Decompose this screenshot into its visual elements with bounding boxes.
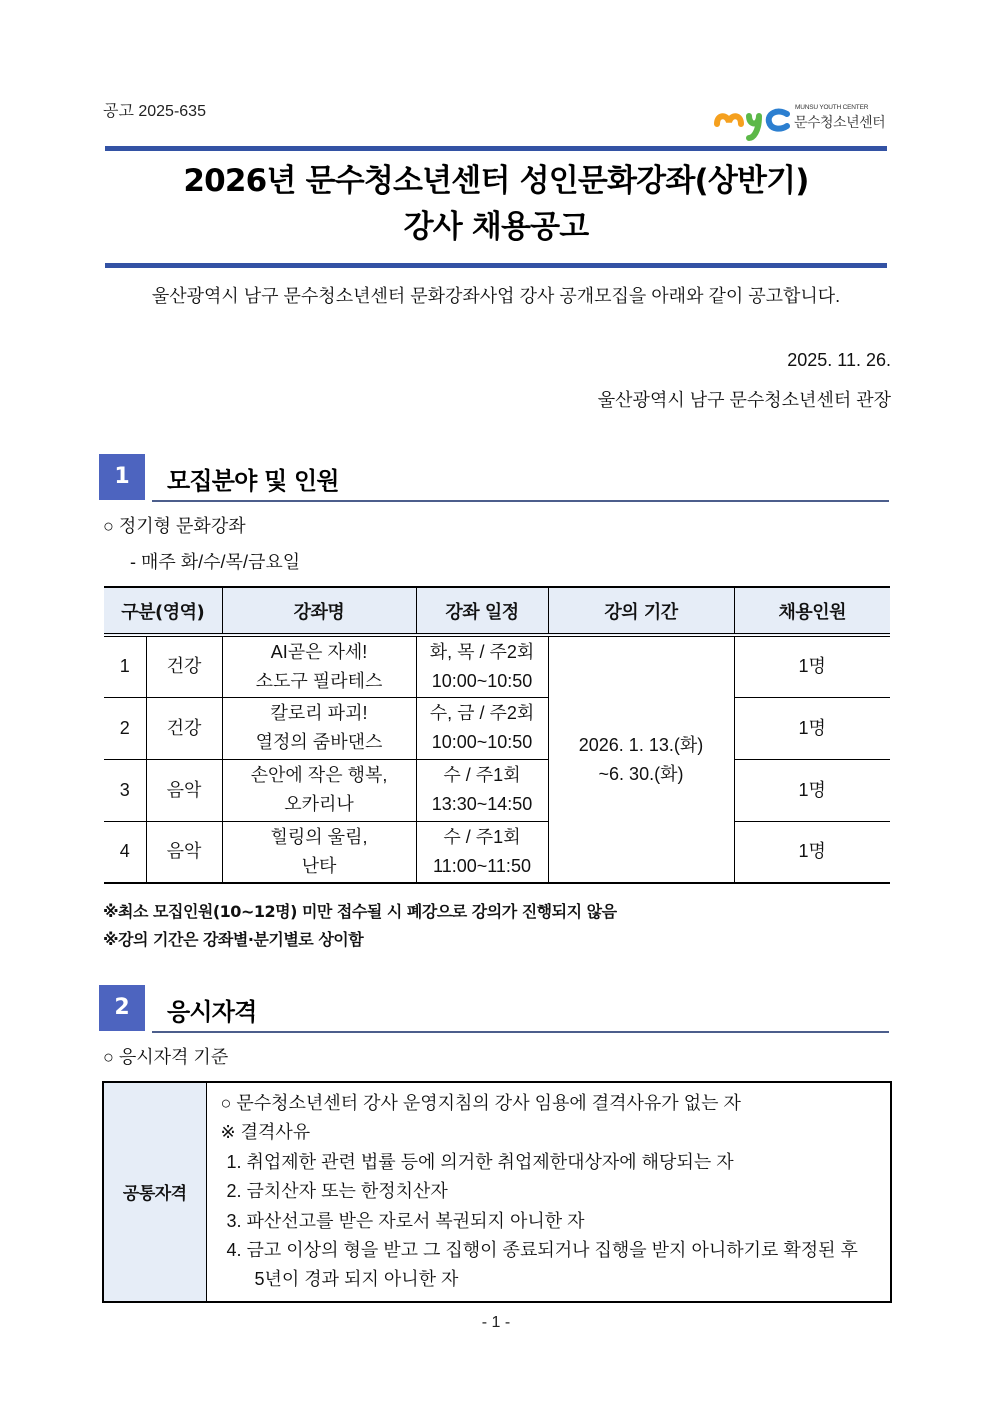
section-1-heading	[99, 454, 889, 500]
page-number: - 1 -	[481, 1314, 511, 1331]
course-schedule	[416, 821, 548, 883]
section-1-sub: - 매주 화/수/목/금요일	[130, 552, 301, 572]
qualification-line: 1. 취업제한 관련 법률 등에 의거한 취업제한대상자에 해당되는 자	[226, 1151, 734, 1172]
table-row	[104, 635, 890, 697]
section-1-notes	[103, 898, 617, 954]
title-line-1: 2026년 문수청소년센터 성인문화강좌(상반기)	[183, 163, 809, 199]
section-underline	[152, 500, 889, 502]
qualification-body	[206, 1082, 891, 1302]
organization-logo	[713, 100, 893, 144]
schedule-days: 수 / 주1회	[443, 826, 521, 847]
course-name	[222, 821, 416, 883]
title-top-rule	[105, 146, 887, 151]
qualification-table	[102, 1081, 892, 1303]
table-header-row	[104, 587, 890, 635]
period-end: ~6. 30.(화)	[598, 763, 684, 784]
section-2-bullet: ○ 응시자격 기준	[103, 1047, 229, 1067]
qualification-line: 2. 금치산자 또는 한정치산자	[226, 1181, 448, 1202]
hire-count: 1명	[734, 697, 890, 759]
section-title: 모집분야 및 인원	[167, 467, 339, 495]
signer: 울산광역시 남구 문수청소년센터 관장	[597, 390, 891, 410]
hire-count: 1명	[734, 759, 890, 821]
page-title	[105, 158, 887, 250]
section-2-heading	[99, 985, 889, 1031]
qualification-line: ○ 문수청소년센터 강사 운영지침의 강사 임용에 결격사유가 없는 자	[220, 1093, 741, 1113]
column-header: 채용인원	[734, 587, 890, 635]
course-schedule	[416, 697, 548, 759]
column-header: 강좌명	[222, 587, 416, 635]
row-area: 건강	[146, 635, 222, 697]
schedule-days: 수, 금 / 주2회	[429, 703, 535, 723]
section-underline	[152, 1031, 889, 1033]
course-name-line: 난타	[301, 855, 337, 876]
note-line: ※강의 기간은 강좌별·분기별로 상이함	[103, 930, 364, 949]
course-period	[548, 635, 734, 883]
course-schedule	[416, 635, 548, 697]
section-1-bullet: ○ 정기형 문화강좌	[103, 516, 246, 536]
schedule-time: 10:00~10:50	[431, 732, 533, 752]
course-name-line: AI곧은 자세!	[270, 641, 368, 662]
schedule-days: 수 / 주1회	[443, 765, 521, 785]
table-row	[104, 821, 890, 883]
schedule-time: 10:00~10:50	[431, 670, 533, 691]
title-line-2: 강사 채용공고	[403, 209, 589, 245]
course-name-line: 칼로리 파괴!	[270, 703, 368, 723]
row-area: 음악	[146, 759, 222, 821]
intro-text: 울산광역시 남구 문수청소년센터 문화강좌사업 강사 공개모집을 아래와 같이 공고합니다.	[151, 286, 841, 306]
course-name-line: 손안에 작은 행복,	[250, 765, 388, 785]
qualification-line: 4. 금고 이상의 형을 받고 그 집행이 종료되거나 집행을 받지 아니하기로 확정된 후	[226, 1240, 858, 1261]
schedule-time: 11:00~11:50	[433, 855, 531, 876]
qualification-line: 3. 파산선고를 받은 자로서 복권되지 아니한 자	[226, 1210, 585, 1231]
table-row	[104, 759, 890, 821]
course-name	[222, 759, 416, 821]
hire-count: 1명	[734, 635, 890, 697]
course-name-line: 열정의 줌바댄스	[255, 732, 383, 752]
column-header: 강의 기간	[548, 587, 734, 635]
qualification-head: 공통자격	[103, 1082, 206, 1302]
title-bottom-rule	[105, 263, 887, 268]
row-area: 건강	[146, 697, 222, 759]
myc-logo-icon	[713, 100, 793, 144]
note-line: ※최소 모집인원(10~12명) 미만 접수될 시 폐강으로 강의가 진행되지 않음	[103, 902, 617, 921]
schedule-days: 화, 목 / 주2회	[429, 641, 535, 662]
table-row	[103, 1082, 891, 1302]
row-area: 음악	[146, 821, 222, 883]
course-name	[222, 635, 416, 697]
row-number: 4	[104, 821, 146, 883]
recruitment-table	[104, 586, 890, 884]
course-name-line: 오카리나	[284, 794, 354, 814]
section-number-badge: 2	[99, 985, 145, 1031]
qualification-line: ※ 결격사유	[220, 1122, 311, 1143]
row-number: 2	[104, 697, 146, 759]
row-number: 3	[104, 759, 146, 821]
course-name	[222, 697, 416, 759]
section-number-badge: 1	[99, 454, 145, 500]
course-name-line: 힐링의 울림,	[270, 826, 368, 847]
qualification-line: 5년이 경과 되지 아니한 자	[254, 1269, 459, 1290]
schedule-time: 13:30~14:50	[431, 794, 533, 814]
course-name-line: 소도구 필라테스	[255, 670, 383, 691]
period-start: 2026. 1. 13.(화)	[578, 734, 704, 755]
column-header: 구분(영역)	[104, 587, 222, 635]
hire-count: 1명	[734, 821, 890, 883]
course-schedule	[416, 759, 548, 821]
logo-korean-text: 문수청소년센터	[794, 114, 886, 130]
row-number: 1	[104, 635, 146, 697]
section-title: 응시자격	[167, 998, 257, 1026]
notice-number: 공고 2025-635	[103, 103, 206, 120]
logo-english-text: MUNSU YOUTH CENTER	[795, 104, 869, 111]
announcement-date: 2025. 11. 26.	[787, 350, 891, 370]
table-row	[104, 697, 890, 759]
column-header: 강좌 일정	[416, 587, 548, 635]
